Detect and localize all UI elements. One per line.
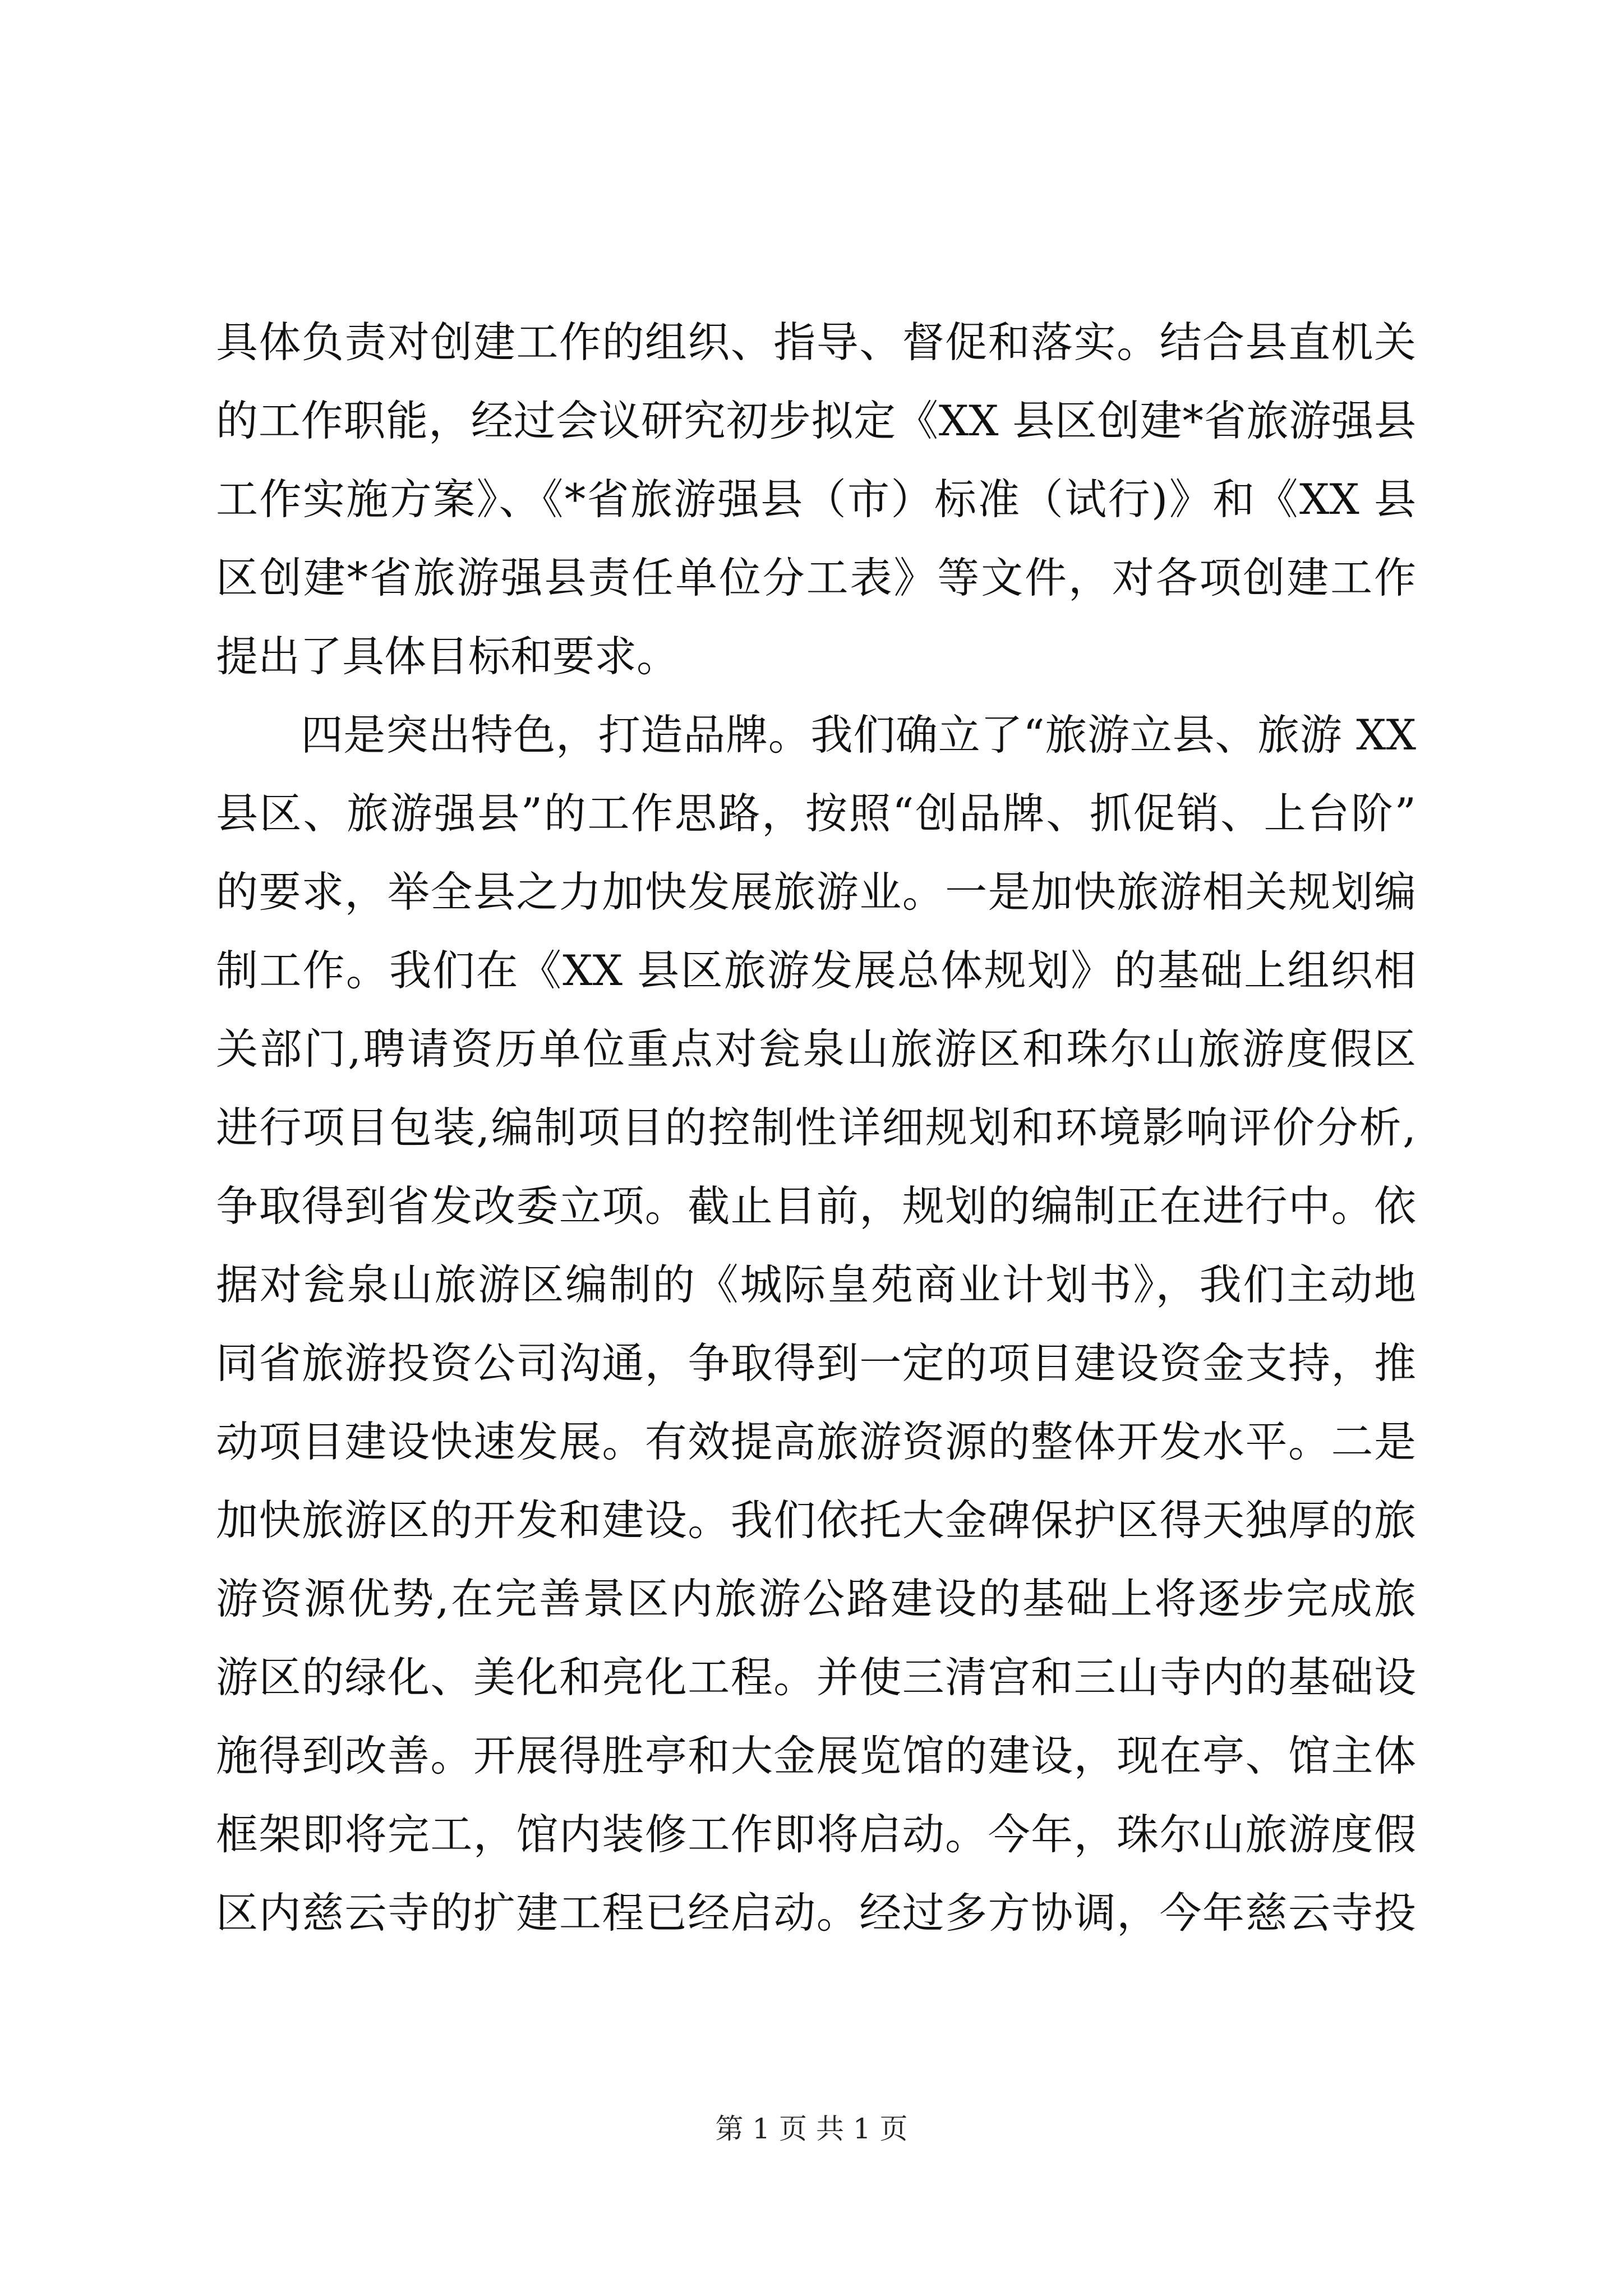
- text-line: 关部门,聘请资历单位重点对瓮泉山旅游区和珠尔山旅游度假区: [216, 1024, 1416, 1074]
- text-line: 动项目建设快速发展。有效提高旅游资源的整体开发水平。二是: [216, 1417, 1416, 1466]
- text-line: 施得到改善。开展得胜亭和大金展览馆的建设，现在亭、馆主体: [216, 1731, 1416, 1780]
- text-line: 加快旅游区的开发和建设。我们依托大金碑保护区得天独厚的旅: [216, 1496, 1416, 1545]
- text-line: 进行项目包装,编制项目的控制性详细规划和环境影响评价分析,: [216, 1103, 1416, 1152]
- text-line: 框架即将完工，馆内装修工作即将启动。今年，珠尔山旅游度假: [216, 1810, 1416, 1859]
- text-line: 争取得到省发改委立项。截止目前，规划的编制正在进行中。依: [216, 1181, 1416, 1231]
- page-number-footer: 第 1 页 共 1 页: [715, 2113, 908, 2145]
- text-line: 县区、旅游强县”的工作思路，按照“创品牌、抓促销、上台阶”: [216, 789, 1416, 838]
- text-line: 的要求，举全县之力加快发展旅游业。一是加快旅游相关规划编: [216, 867, 1416, 917]
- text-line: 游区的绿化、美化和亮化工程。并使三清宫和三山寺内的基础设: [216, 1653, 1416, 1702]
- body-text: [216, 303, 1416, 1952]
- text-line: 具体负责对创建工作的组织、指导、督促和落实。结合县直机关: [216, 318, 1416, 367]
- text-line: 的工作职能，经过会议研究初步拟定《XX 县区创建*省旅游强县: [216, 396, 1416, 445]
- text-line: 区创建*省旅游强县责任单位分工表》等文件，对各项创建工作: [216, 553, 1416, 602]
- text-line: 四是突出特色，打造品牌。我们确立了“旅游立县、旅游 XX: [216, 710, 1416, 760]
- text-line: 据对瓮泉山旅游区编制的《城际皇苑商业计划书》，我们主动地: [216, 1260, 1416, 1309]
- text-line: 工作实施方案》、《*省旅游强县（市）标准（试行)》和《XX 县: [216, 475, 1416, 524]
- text-line: 游资源优势,在完善景区内旅游公路建设的基础上将逐步完成旅: [216, 1574, 1416, 1623]
- text-line: 制工作。我们在《XX 县区旅游发展总体规划》的基础上组织相: [216, 946, 1416, 995]
- text-line: 提出了具体目标和要求。: [216, 632, 679, 681]
- text-line: 同省旅游投资公司沟通，争取得到一定的项目建设资金支持，推: [216, 1338, 1416, 1388]
- text-line: 区内慈云寺的扩建工程已经启动。经过多方协调，今年慈云寺投: [216, 1888, 1416, 1938]
